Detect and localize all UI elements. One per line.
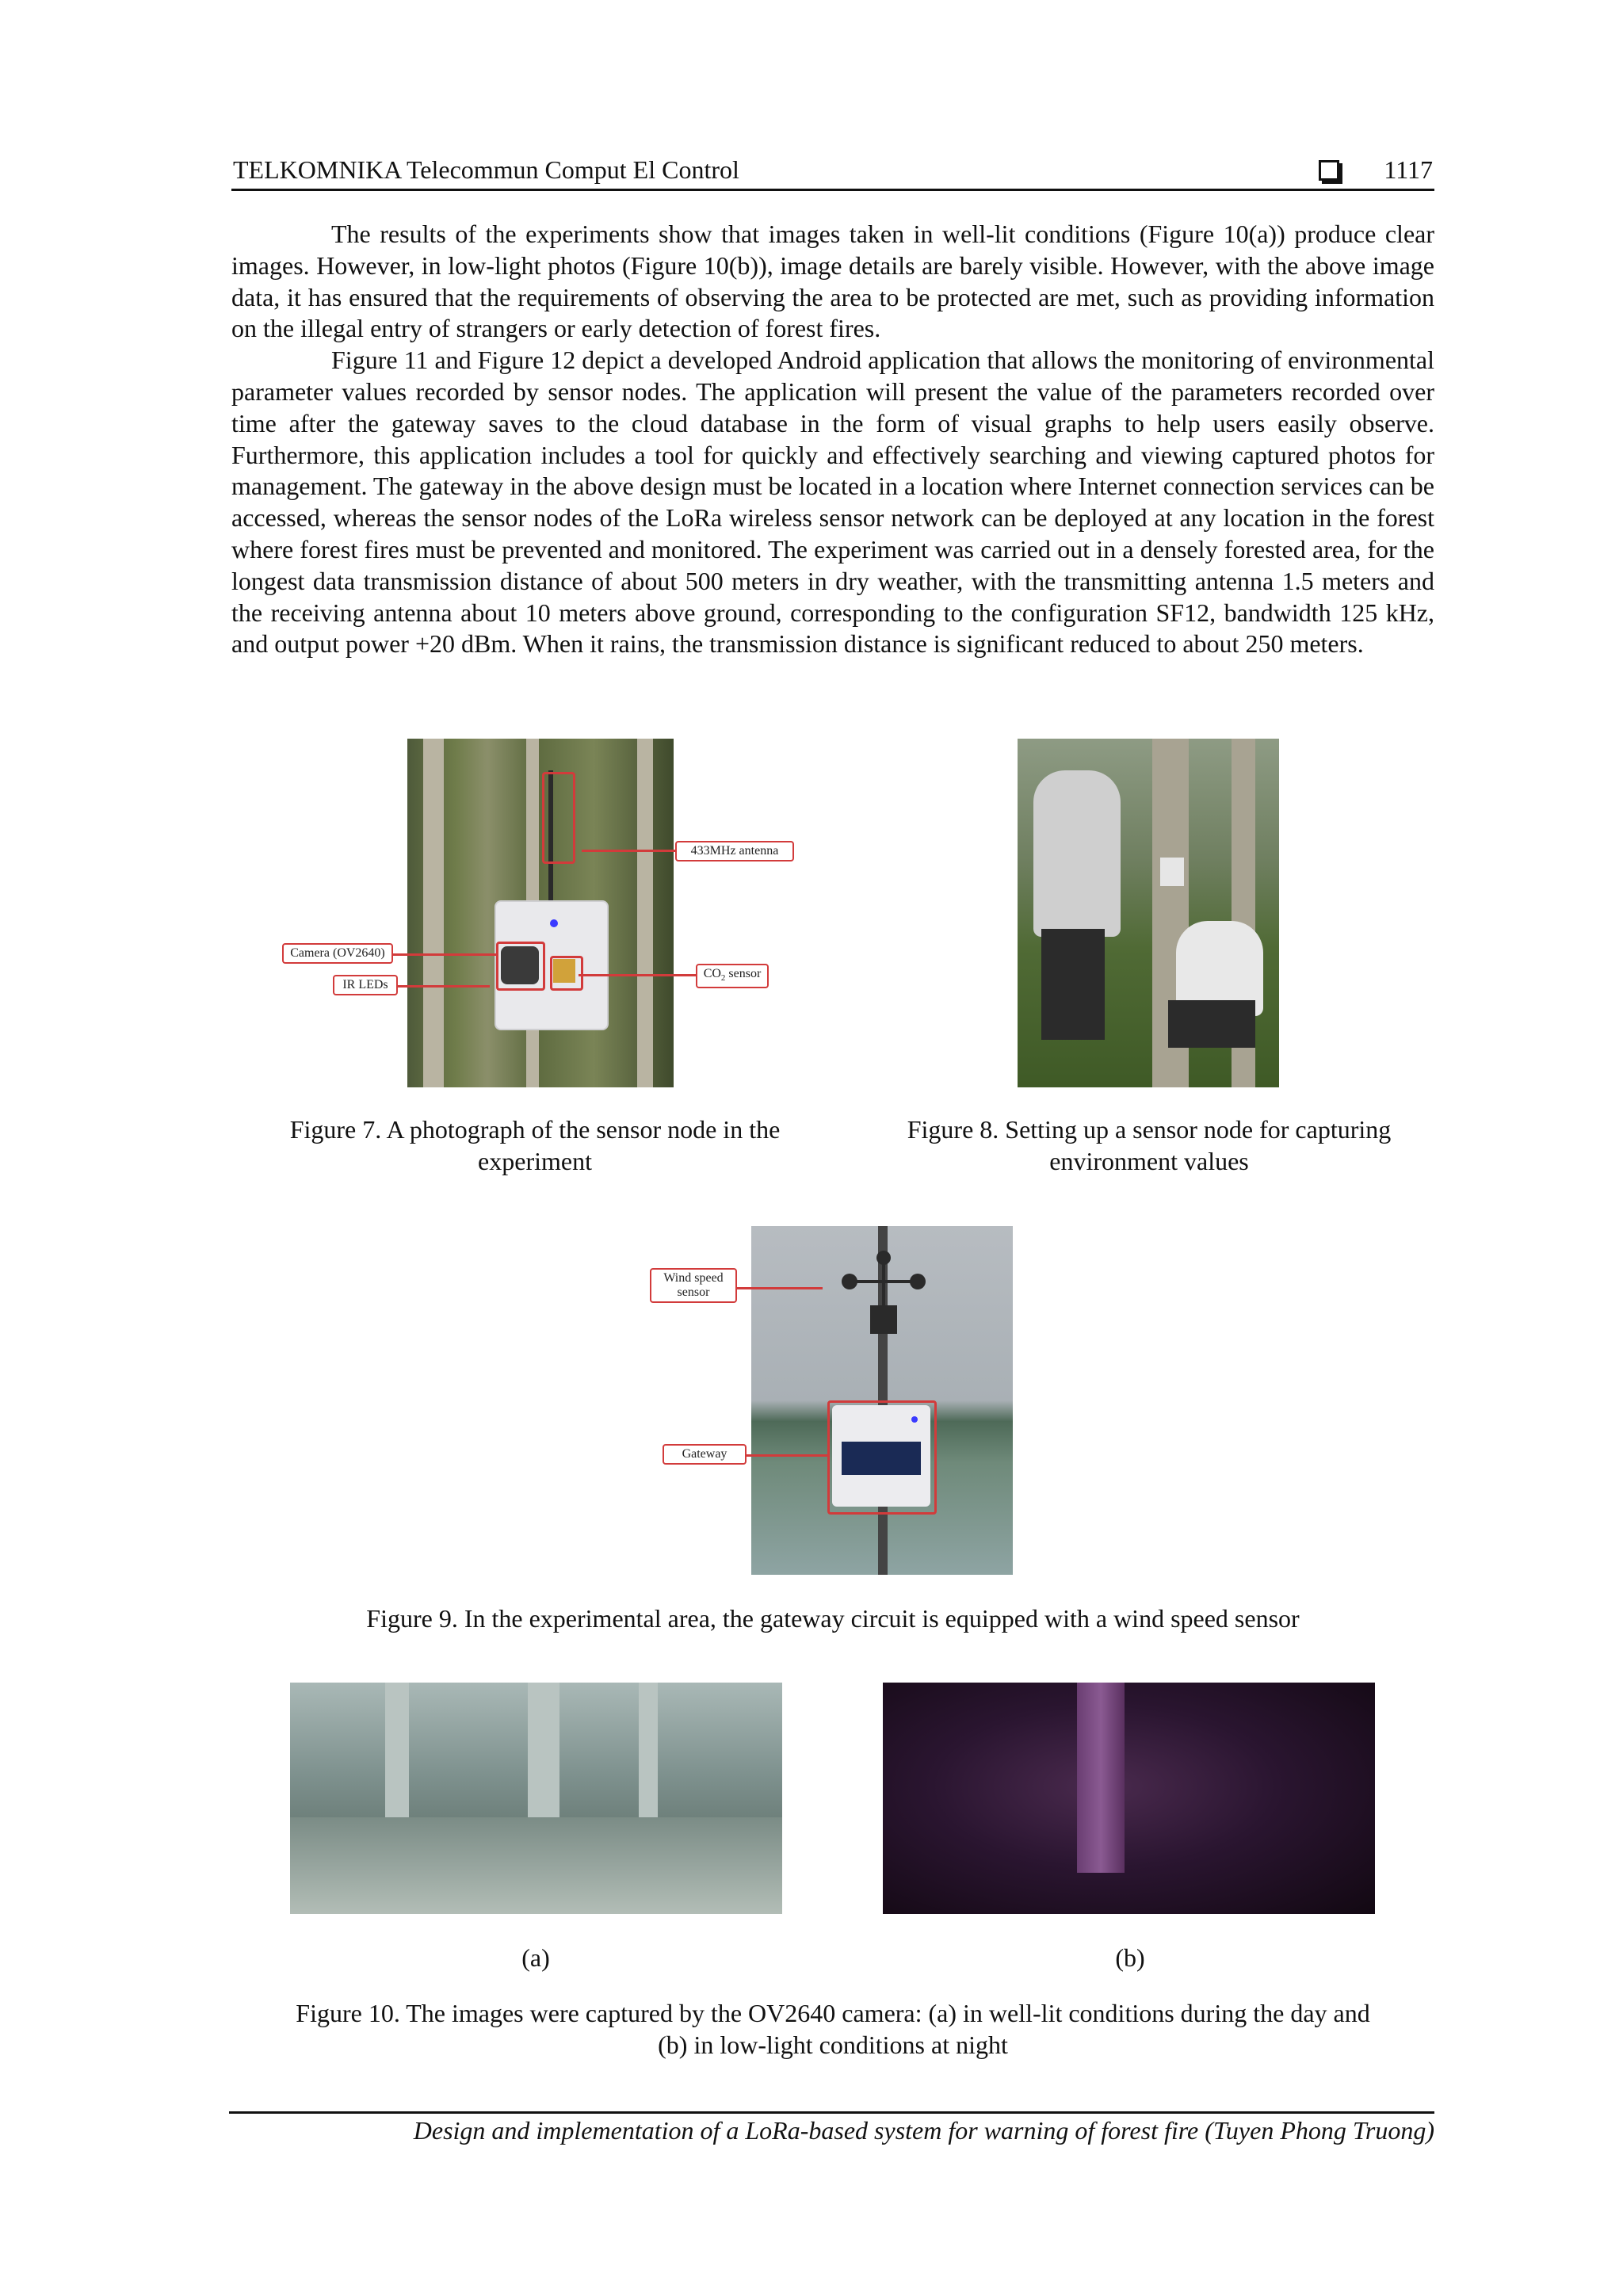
- footer-rule: [229, 2111, 1434, 2114]
- figure-10-caption: Figure 10. The images were captured by the OV2640 camera: (a) in well-lit conditions during the day and (b) in low-light conditions at night: [296, 1999, 1370, 2059]
- gateway-highlight: [827, 1400, 937, 1515]
- figure-7-photo: [407, 739, 674, 1087]
- figure-8-caption: Figure 8. Setting up a sensor node for capturing environment values: [907, 1115, 1392, 1175]
- figure-9-photo: [751, 1226, 1013, 1575]
- header-rule: [231, 189, 1434, 191]
- journal-title: TELKOMNIKA Telecommun Comput El Control: [233, 155, 739, 184]
- person: [1033, 770, 1121, 937]
- grass: [290, 1817, 782, 1914]
- paragraph: The results of the experiments show that images taken in well-lit conditions (Figure 10(a)) produce clear images. However, in low-light photos (Figure 10(b)), image details are barely visible. However, with the above image data, it has ensured that the requirements of observing the area to be protected are met, such as providing information on the illegal entry of strangers or early detection of forest fires.: [231, 220, 1434, 343]
- ir-leds-label: IR LEDs: [333, 975, 398, 995]
- antenna-label: 433MHz antenna: [675, 841, 794, 861]
- subfigure-label-b: (b): [1115, 1943, 1145, 1972]
- callout-leader: [393, 985, 490, 988]
- paragraph: Figure 11 and Figure 12 depict a developed Android application that allows the monitoring of environmental parameter values recorded by sensor nodes. The application will present the value of the parameters recorded over time after the gateway saves to the cloud database in the form of visual graphs to help users easily observe. Furthermore, this application includes a tool for quickly and effectively searching and viewing captured photos for management. The gateway in the above design must be located in a location where Internet connection services can be accessed, whereas the sensor nodes of the LoRa wireless sensor network can be deployed at any location in the forest where forest fires must be prevented and monitored. The experiment was carried out in a densely forested area, for the longest data transmission distance of about 500 meters in dry weather, with the transmitting antenna 1.5 meters and the receiving antenna about 10 meters above ground, corresponding to the configuration SF12, bandwidth 125 kHz, and output power +20 dBm. When it rains, the transmission distance is significant reduced to about 250 meters.: [231, 346, 1434, 659]
- subfigure-label-a: (a): [521, 1943, 550, 1972]
- camera-label: Camera (OV2640): [282, 943, 393, 964]
- gateway-label: Gateway: [663, 1444, 747, 1465]
- figure-8-photo: [1018, 739, 1279, 1087]
- callout-leader: [579, 974, 696, 976]
- tree-trunk: [637, 739, 653, 1087]
- page-number: 1117: [1384, 155, 1433, 184]
- callout-leader: [735, 1287, 823, 1289]
- callout-leader: [390, 953, 496, 956]
- figure-10a-photo: [290, 1683, 782, 1914]
- running-header: [231, 155, 1434, 187]
- co2-highlight: [550, 956, 583, 991]
- sensor-node: [1160, 858, 1184, 886]
- antenna-highlight: [542, 772, 575, 864]
- running-footer: Design and implementation of a LoRa-based system for warning of forest fire (Tuyen Phong Truong): [413, 2116, 1434, 2145]
- tree-trunk: [1077, 1683, 1125, 1873]
- figure-9-caption: Figure 9. In the experimental area, the gateway circuit is equipped with a wind speed sensor: [366, 1604, 1300, 1633]
- co2-sensor-label: $CO_2$ sensor: [696, 964, 769, 988]
- person: [1168, 1000, 1255, 1048]
- body-text: [231, 219, 1434, 660]
- status-led: [550, 919, 558, 927]
- wind-speed-sensor-label: Wind speed sensor: [650, 1268, 737, 1303]
- camera-highlight: [496, 942, 545, 991]
- figure-10b-photo: [883, 1683, 1375, 1914]
- figure-7-caption: Figure 7. A photograph of the sensor node in the experiment: [289, 1115, 781, 1175]
- person: [1041, 929, 1105, 1040]
- tree-trunk: [423, 739, 444, 1087]
- callout-leader: [582, 850, 675, 852]
- square-bullet-icon: [1319, 160, 1339, 181]
- callout-leader: [743, 1454, 829, 1457]
- anemometer: [840, 1250, 927, 1337]
